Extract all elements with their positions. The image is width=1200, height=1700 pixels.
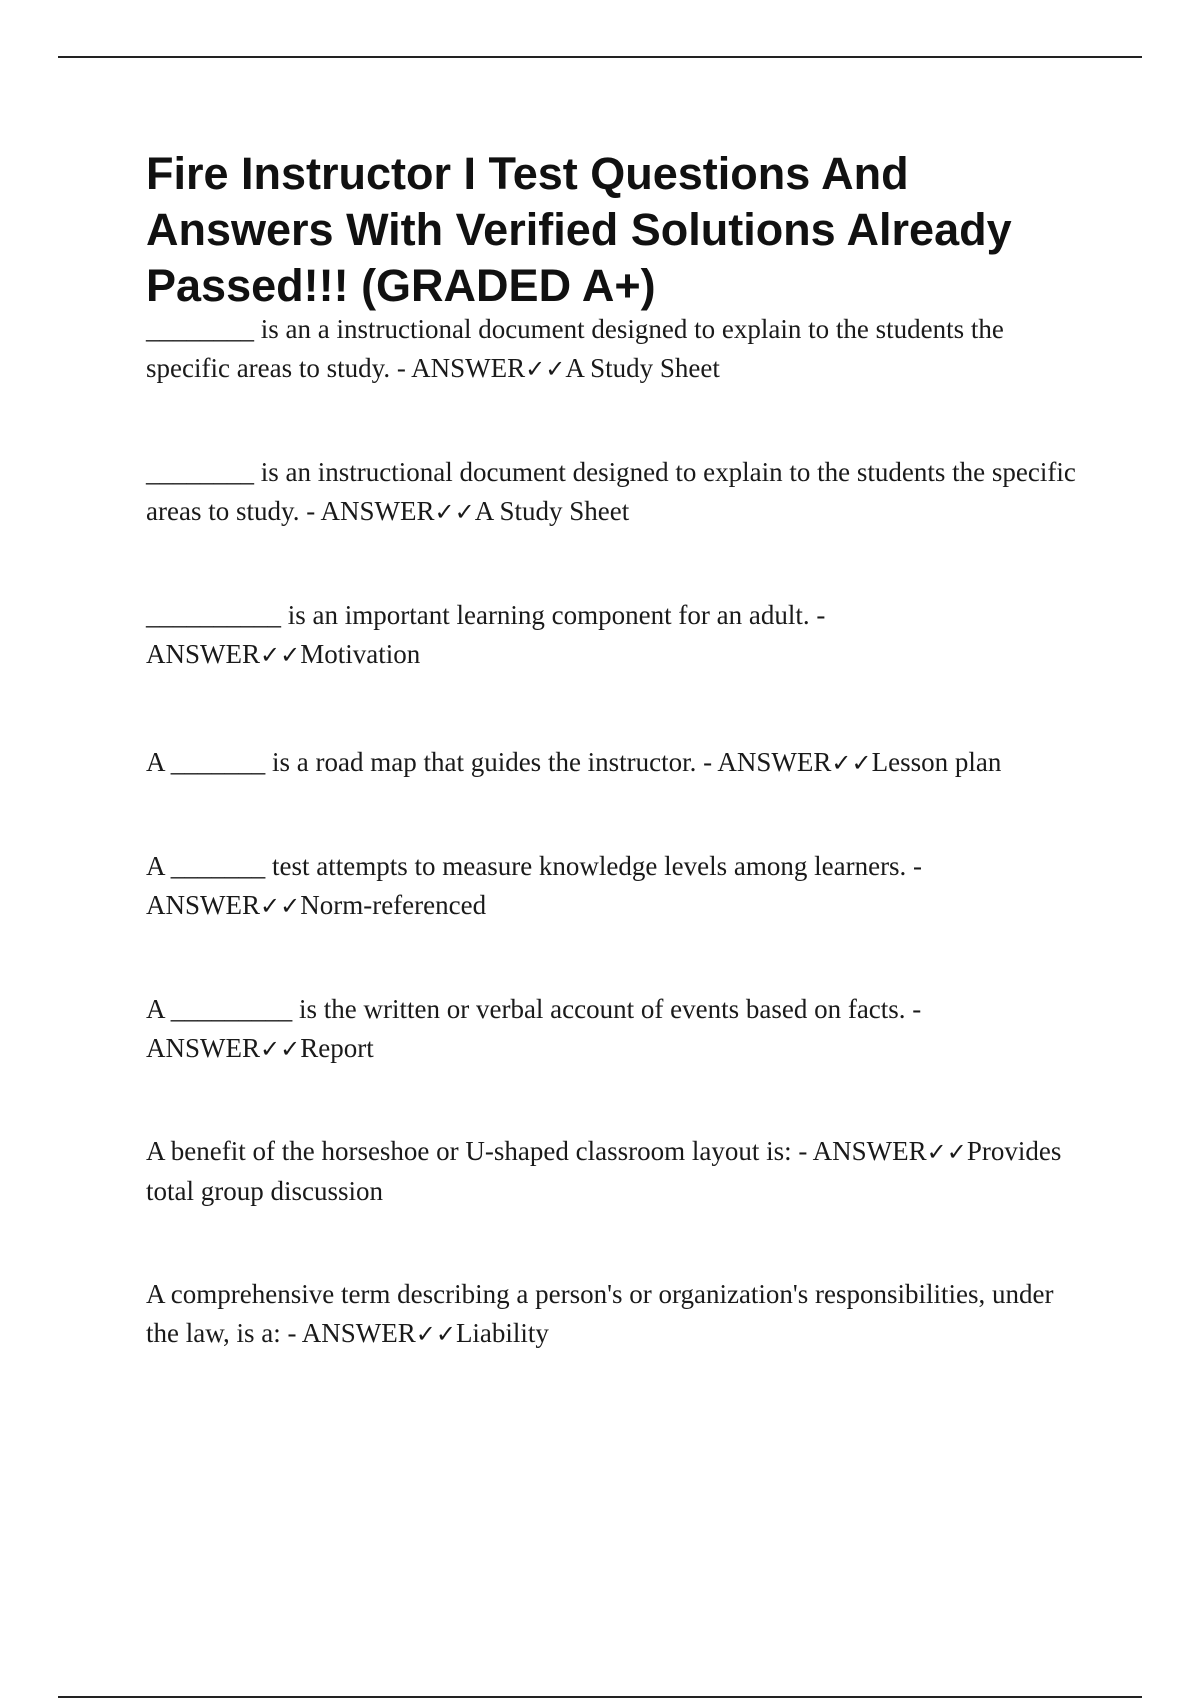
answer-text: Provides total group discussion — [146, 1136, 1062, 1206]
qa-item — [146, 990, 1076, 1069]
top-divider — [58, 56, 1142, 58]
qa-item — [146, 1132, 1076, 1211]
question-text: A benefit of the horseshoe or U-shaped classroom layout is: - — [146, 1136, 813, 1166]
answer-label: ANSWER — [812, 1136, 927, 1166]
bottom-divider — [58, 1696, 1142, 1698]
qa-item — [146, 310, 1076, 389]
question-text: A _________ is the written or verbal account of events based on facts. - — [146, 994, 922, 1024]
answer-label: ANSWER — [146, 890, 260, 920]
question-text: __________ is an important learning component for an adult. - — [146, 600, 826, 630]
question-text: ________ is an a instructional document designed to explain to the students the specific areas to study. - — [146, 314, 1004, 383]
answer-text: Report — [300, 1033, 374, 1063]
answer-label: ANSWER — [320, 496, 435, 526]
checkmark-icon: ✓✓ — [831, 749, 872, 777]
checkmark-icon: ✓✓ — [415, 1320, 456, 1348]
answer-text: Norm-referenced — [300, 890, 487, 920]
answer-text: Liability — [455, 1318, 549, 1348]
answer-label: ANSWER — [717, 747, 832, 777]
answer-label: ANSWER — [301, 1318, 416, 1348]
answer-label: ANSWER — [411, 353, 526, 383]
qa-item — [146, 847, 1076, 926]
checkmark-icon: ✓✓ — [260, 1035, 301, 1063]
answer-text: Lesson plan — [871, 747, 1002, 777]
checkmark-icon: ✓✓ — [525, 355, 566, 383]
qa-item — [146, 1275, 1076, 1354]
question-text: ________ is an instructional document designed to explain to the students the specific areas to study. - — [146, 457, 1076, 526]
answer-label: ANSWER — [146, 639, 260, 669]
document-title: Fire Instructor I Test Questions And Answers With Verified Solutions Already Passed!!! (GRADED A+) — [146, 148, 1012, 311]
checkmark-icon: ✓✓ — [260, 641, 301, 669]
qa-item — [146, 596, 1076, 675]
checkmark-icon: ✓✓ — [434, 498, 475, 526]
answer-text: A Study Sheet — [474, 496, 630, 526]
checkmark-icon: ✓✓ — [926, 1138, 967, 1166]
answer-text: Motivation — [300, 639, 421, 669]
qa-item — [146, 743, 1076, 783]
question-text: A _______ test attempts to measure knowledge levels among learners. - — [146, 851, 923, 881]
question-text: A _______ is a road map that guides the instructor. - — [146, 747, 718, 777]
qa-item — [146, 453, 1076, 532]
question-text: A comprehensive term describing a person's or organization's responsibilities, under the law, is a: - — [146, 1279, 1054, 1348]
answer-text: A Study Sheet — [565, 353, 720, 383]
answer-label: ANSWER — [146, 1033, 260, 1063]
checkmark-icon: ✓✓ — [260, 892, 301, 920]
